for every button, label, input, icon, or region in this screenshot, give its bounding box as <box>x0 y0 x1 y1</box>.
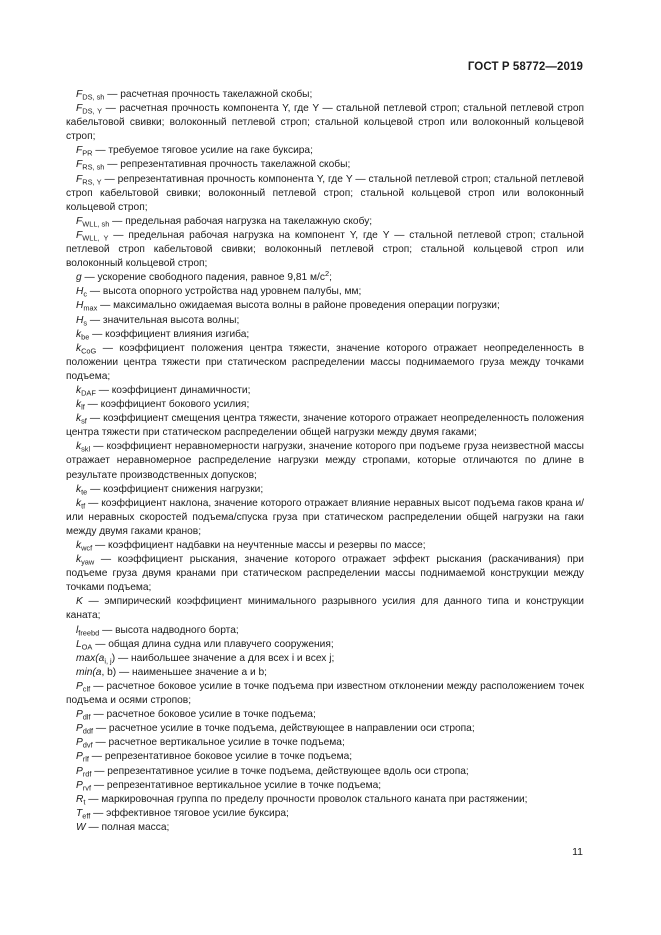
definition-text: — репрезентативное усилие в точке подъема, действующее вдоль оси стропа; <box>91 765 469 777</box>
definition-text: — полная масса; <box>85 821 170 833</box>
definition-symbol: F <box>76 145 83 157</box>
definition-subscript: wcf <box>81 543 93 553</box>
definition-symbol: P <box>76 709 83 721</box>
definition-symbol: P <box>76 779 83 791</box>
definition-text: — маркировочная группа по пределу прочности проволок стального каната при растяжении; <box>85 793 528 805</box>
definition-item <box>66 144 584 158</box>
definition-text: — коэффициент надбавки на неучтенные массы и резервы по массе; <box>92 540 426 551</box>
definition-item <box>66 793 584 807</box>
definition-subscript: WLL, Y <box>82 233 109 243</box>
definition-item <box>66 299 584 313</box>
definition-item <box>66 173 584 215</box>
definition-item <box>66 158 584 172</box>
definition-symbol: k <box>76 540 82 551</box>
definition-symbol: g <box>76 272 82 284</box>
definition-symbol: T <box>76 807 83 819</box>
definition-item <box>66 285 584 299</box>
definition-symbol: F <box>76 103 83 115</box>
definition-symbol: k <box>76 342 82 354</box>
definition-subscript: RS, sh <box>82 162 105 172</box>
definition-text: , b) — наименьшее значение a и b; <box>101 666 268 678</box>
definition-item <box>66 553 584 595</box>
definition-subscript: WLL, sh <box>82 219 110 229</box>
definition-subscript: freebd <box>78 628 100 638</box>
definition-symbol: P <box>76 723 83 735</box>
definition-symbol: max(a <box>76 652 105 664</box>
definition-text: — коэффициент наклона, значение которого отражает влияние неравных высот подъема гаков крана и/или неравных скоростей подъема/спуска груза при статическом распределении общей нагрузки на гаки между двумя гаками кранов; <box>66 497 584 537</box>
definition-symbol: k <box>76 441 82 453</box>
definition-symbol: k <box>76 497 82 509</box>
definition-subscript: tf <box>81 501 86 511</box>
definition-symbol: F <box>76 89 83 100</box>
definition-item <box>66 680 584 708</box>
definition-symbol: L <box>76 638 82 650</box>
definition-text: — высота опорного устройства над уровнем палубы, мм; <box>87 286 362 298</box>
definition-subscript: be <box>81 332 90 342</box>
definition-symbol: min(a <box>76 666 102 678</box>
definition-subscript: eff <box>82 811 91 821</box>
definition-item <box>66 271 584 285</box>
definition-symbol: k <box>76 413 82 425</box>
definition-subscript: max <box>83 303 98 313</box>
definition-subscript: rdf <box>82 769 92 778</box>
definition-text: — расчетное боковое усилие в точке подъема при известном отклонении между расположением точек подъема и осями стропов; <box>66 680 584 707</box>
definition-text: — расчетная прочность компонента Y, где Y — стальной петлевой строп; стальной петлевой строп кабельтовой свивки; волоконный петлевой строп; стальной кольцевой строп или волоконный кольцевой строп; <box>66 103 585 143</box>
definition-item <box>66 539 584 553</box>
definition-item <box>66 652 584 666</box>
definition-subscript: DS, sh <box>82 92 105 102</box>
definition-symbol: k <box>76 384 82 396</box>
definition-item <box>66 88 584 102</box>
definition-symbol: F <box>76 159 83 171</box>
definition-text: — коэффициент неравномерности нагрузки, значение которого при подъеме груза неизвестной массы отражает неравномерное распределение нагрузки между стропами, которые отличаются по длине в результате производственных допусков; <box>66 441 584 481</box>
definition-subscript: s <box>83 318 88 327</box>
definition-item <box>66 779 584 793</box>
definition-subscript: dvf <box>82 740 93 750</box>
definition-item <box>66 412 584 440</box>
definition-item <box>66 624 584 638</box>
page-number: 11 <box>572 846 583 858</box>
definition-symbol: H <box>76 300 84 312</box>
definition-item <box>66 229 584 271</box>
definition-subscript: c <box>83 289 88 299</box>
definition-subscript: yaw <box>81 557 95 567</box>
definition-item <box>66 807 584 821</box>
definition-text: — коэффициент смещения центра тяжести, значение которого отражает неопределенность положения центра тяжести при статическом распределении общей нагрузки между двумя гаками; <box>66 413 584 439</box>
definition-tail: ; <box>329 272 332 284</box>
definition-symbol: k <box>76 399 82 411</box>
definition-item <box>66 102 584 144</box>
definition-text: — репрезентативная прочность компонента Y, где Y — стальной петлевой строп; стальной петлевой строп кабельтовой свивки; волоконный петлевой строп; стальной кольцевой строп или волоконный кольцевой строп; <box>66 173 584 213</box>
definition-text: — коэффициент бокового усилия; <box>84 399 250 411</box>
definition-symbol: K <box>76 596 83 608</box>
definition-text: — расчетное усилие в точке подъема, действующее в направлении оси стропа; <box>93 723 475 735</box>
definition-symbol: F <box>76 173 83 185</box>
definition-symbol: P <box>76 680 83 692</box>
definition-item <box>66 666 584 680</box>
definition-subscript: DS, Y <box>82 106 103 116</box>
definitions-list <box>66 88 584 835</box>
definition-text: — расчетное боковое усилие в точке подъема; <box>90 709 316 721</box>
definition-symbol: P <box>76 765 83 777</box>
definition-item <box>66 384 584 398</box>
definition-subscript: rlf <box>82 754 89 764</box>
definition-item <box>66 398 584 412</box>
definition-symbol: F <box>76 229 83 241</box>
definition-text: — требуемое тяговое усилие на гаке буксира; <box>92 145 313 157</box>
definition-subscript: CoG <box>81 346 97 356</box>
definition-text: — высота надводного борта; <box>99 624 239 636</box>
definition-text: — значительная высота волны; <box>87 314 240 326</box>
definition-symbol: k <box>76 554 82 566</box>
definition-item <box>66 483 584 497</box>
definition-text: ) — наибольшее значение a для всех i и всех j; <box>111 652 335 664</box>
definition-subscript: rvf <box>82 783 92 793</box>
definition-subscript: i, j <box>104 656 112 666</box>
document-code: ГОСТ Р 58772—2019 <box>467 61 583 73</box>
definition-text: — эмпирический коэффициент минимального разрывного усилия для данного типа и конструкции каната; <box>66 596 584 622</box>
definition-symbol: l <box>76 624 79 636</box>
definition-item <box>66 708 584 722</box>
definition-subscript: ddf <box>82 726 94 736</box>
definition-text: — коэффициент положения центра тяжести, значение которого отражает неопределенность в положении центра тяжести при статическом распределении массы поднимаемого груза между точками подъема; <box>66 342 584 382</box>
definition-subscript: skl <box>81 444 91 454</box>
definition-subscript: clf <box>82 684 91 694</box>
definition-text: — предельная рабочая нагрузка на компонент Y, где Y — стальной петлевой строп; стальной петлевой строп кабельтовой свивки; волоконный петлевой строп; стальной кольцевой строп или волоконный кольцевой строп; <box>66 229 584 270</box>
definition-symbol: P <box>76 751 83 763</box>
definition-subscript: t <box>83 797 86 807</box>
definition-text: — коэффициент снижения нагрузки; <box>87 483 264 495</box>
definition-text: — коэффициент рыскания, значение которого отражает эффект рыскания (раскачивания) при подъеме груза двумя кранами при статическом распределении массы поднимаемой конструкции между точками подъема; <box>66 554 584 594</box>
definition-text: — максимально ожидаемая высота волны в районе проведения операции погрузки; <box>97 300 500 312</box>
definition-subscript: OA <box>81 642 93 652</box>
definition-item <box>66 328 584 342</box>
definition-symbol: k <box>76 483 82 495</box>
definition-item <box>66 497 584 539</box>
definition-text: — репрезентативная прочность такелажной скобы; <box>104 159 351 171</box>
definition-text: — коэффициент влияния изгиба; <box>89 328 250 340</box>
definition-text: — предельная рабочая нагрузка на такелажную скобу; <box>109 215 373 227</box>
definition-text: — эффективное тяговое усилие буксира; <box>90 807 289 819</box>
definition-subscript: RS, Y <box>82 177 102 187</box>
definition-item <box>66 440 584 482</box>
definition-subscript: lf <box>81 402 85 412</box>
definition-item <box>66 750 584 764</box>
definition-symbol: H <box>76 314 84 326</box>
definition-symbol: W <box>76 821 86 833</box>
definition-text: — общая длина судна или плавучего сооружения; <box>92 638 334 650</box>
definition-symbol: H <box>76 286 84 298</box>
definition-item <box>66 342 584 384</box>
definition-subscript: te <box>81 487 88 497</box>
definition-item <box>66 821 584 835</box>
definition-item <box>66 722 584 736</box>
definition-symbol: R <box>76 793 84 805</box>
definition-text: — репрезентативное боковое усилие в точке подъема; <box>88 751 353 763</box>
definition-item <box>66 215 584 229</box>
definition-text: — репрезентативное вертикальное усилие в точке подъема; <box>91 779 382 791</box>
definition-item <box>66 314 584 328</box>
definition-subscript: DAF <box>81 388 96 398</box>
definition-subscript: dlf <box>82 712 91 722</box>
definition-item <box>66 595 584 623</box>
definition-item <box>66 638 584 652</box>
definition-symbol: F <box>76 215 83 227</box>
definition-superscript: 2 <box>324 269 330 279</box>
definition-subscript: PR <box>82 148 93 158</box>
definition-item <box>66 736 584 750</box>
definition-text: — коэффициент динамичности; <box>95 384 251 396</box>
definition-symbol: P <box>76 737 83 749</box>
definition-text: — расчетное вертикальное усилие в точке подъема; <box>92 737 345 749</box>
definition-text: — ускорение свободного падения, равное 9,81 м/с <box>81 272 325 284</box>
definition-symbol: k <box>76 328 82 340</box>
definition-item <box>66 765 584 779</box>
definition-text: — расчетная прочность такелажной скобы; <box>104 89 313 100</box>
definition-subscript: sf <box>81 416 87 426</box>
